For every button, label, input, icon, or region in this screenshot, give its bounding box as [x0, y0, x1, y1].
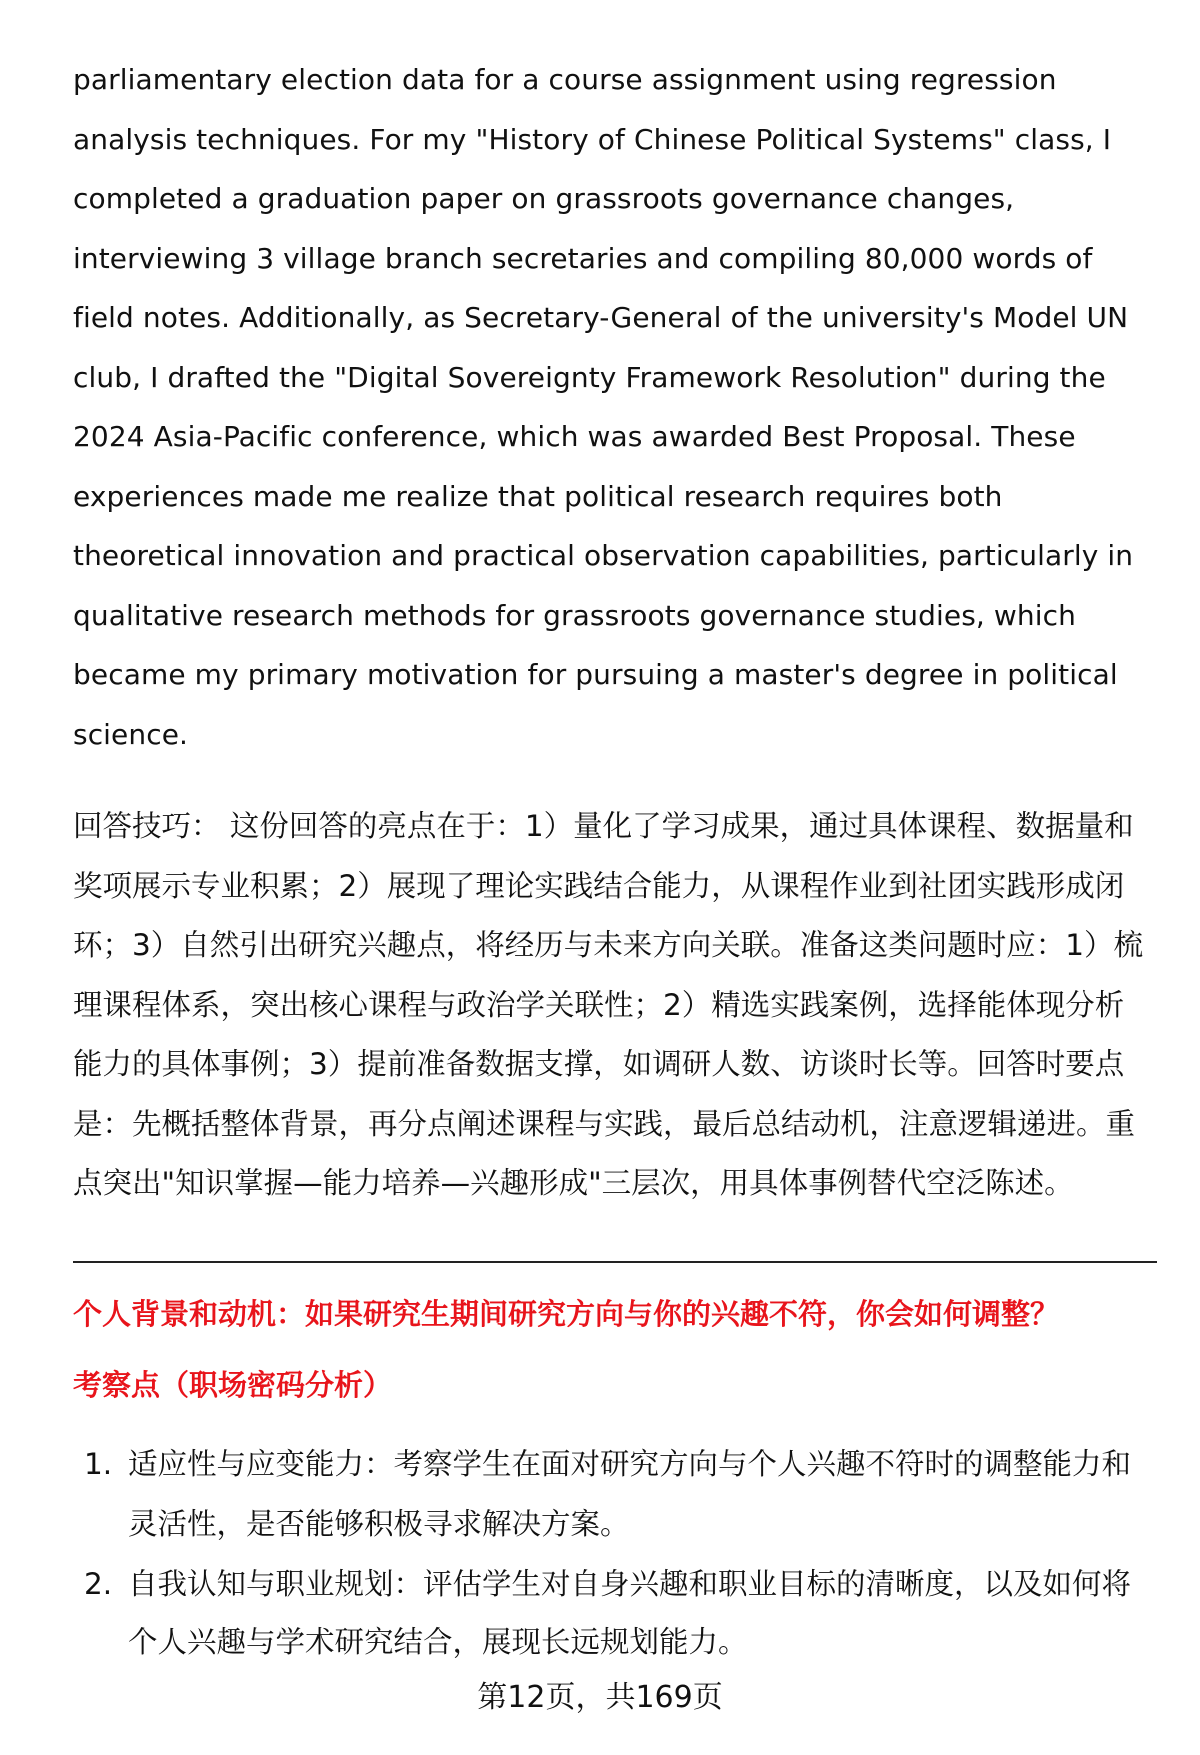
section-divider: [73, 1261, 1157, 1263]
text-line: field notes. Additionally, as Secretary-General of the university's Model UN: [73, 301, 1129, 334]
text-line: experiences made me realize that political research requires both: [73, 479, 1003, 513]
text-line: completed a graduation paper on grassroots governance changes,: [73, 182, 1015, 215]
text-line: 奖项展示专业积累；2）展现了理论实践结合能力，从课程作业到社团实践形成闭: [73, 868, 1125, 903]
list-number: 1.: [84, 1447, 113, 1481]
list-item-line: 个人兴趣与学术研究结合，展现长远规划能力。: [128, 1625, 748, 1659]
text-line: 回答技巧： 这份回答的亮点在于：1）量化了学习成果，通过具体课程、数据量和: [73, 809, 1134, 843]
text-line: 环；3）自然引出研究兴趣点，将经历与未来方向关联。准备这类问题时应：1）梳: [73, 928, 1144, 962]
text-line: became my primary motivation for pursuing a master's degree in political: [73, 658, 1118, 691]
text-line: 是：先概括整体背景，再分点阐述课程与实践，最后总结动机，注意逻辑递进。重: [73, 1106, 1136, 1141]
text-line: 点突出"知识掌握—能力培养—兴趣形成"三层次，用具体事例替代空泛陈述。: [73, 1166, 1074, 1200]
text-line: interviewing 3 village branch secretaries and compiling 80,000 words of: [73, 241, 1093, 275]
list-item-line: 灵活性，是否能够积极寻求解决方案。: [128, 1507, 630, 1541]
list-number: 2.: [84, 1567, 113, 1601]
text-line: analysis techniques. For my "History of Chinese Political Systems" class, I: [73, 122, 1112, 156]
list-item-line: 适应性与应变能力：考察学生在面对研究方向与个人兴趣不符时的调整能力和: [128, 1447, 1132, 1481]
list-item-line: 自我认知与职业规划：评估学生对自身兴趣和职业目标的清晰度，以及如何将: [128, 1567, 1132, 1601]
text-line: 2024 Asia-Pacific conference, which was awarded Best Proposal. These: [73, 420, 1076, 453]
text-line: qualitative research methods for grassroots governance studies, which: [73, 598, 1076, 632]
analysis-heading: 考察点（职场密码分析）: [73, 1368, 393, 1402]
text-line: parliamentary election data for a course assignment using regression: [73, 63, 1057, 96]
text-line: science.: [73, 717, 189, 751]
question-heading: 个人背景和动机：如果研究生期间研究方向与你的兴趣不符，你会如何调整？: [73, 1297, 1060, 1331]
page-number: 第12页，共169页: [477, 1680, 723, 1715]
text-line: club, I drafted the "Digital Sovereignty Framework Resolution" during the: [73, 360, 1106, 394]
text-line: theoretical innovation and practical observation capabilities, particularly in: [73, 539, 1134, 572]
text-line: 能力的具体事例；3）提前准备数据支撑，如调研人数、访谈时长等。回答时要点: [73, 1047, 1125, 1081]
text-line: 理课程体系，突出核心课程与政治学关联性；2）精选实践案例，选择能体现分析: [73, 987, 1125, 1022]
